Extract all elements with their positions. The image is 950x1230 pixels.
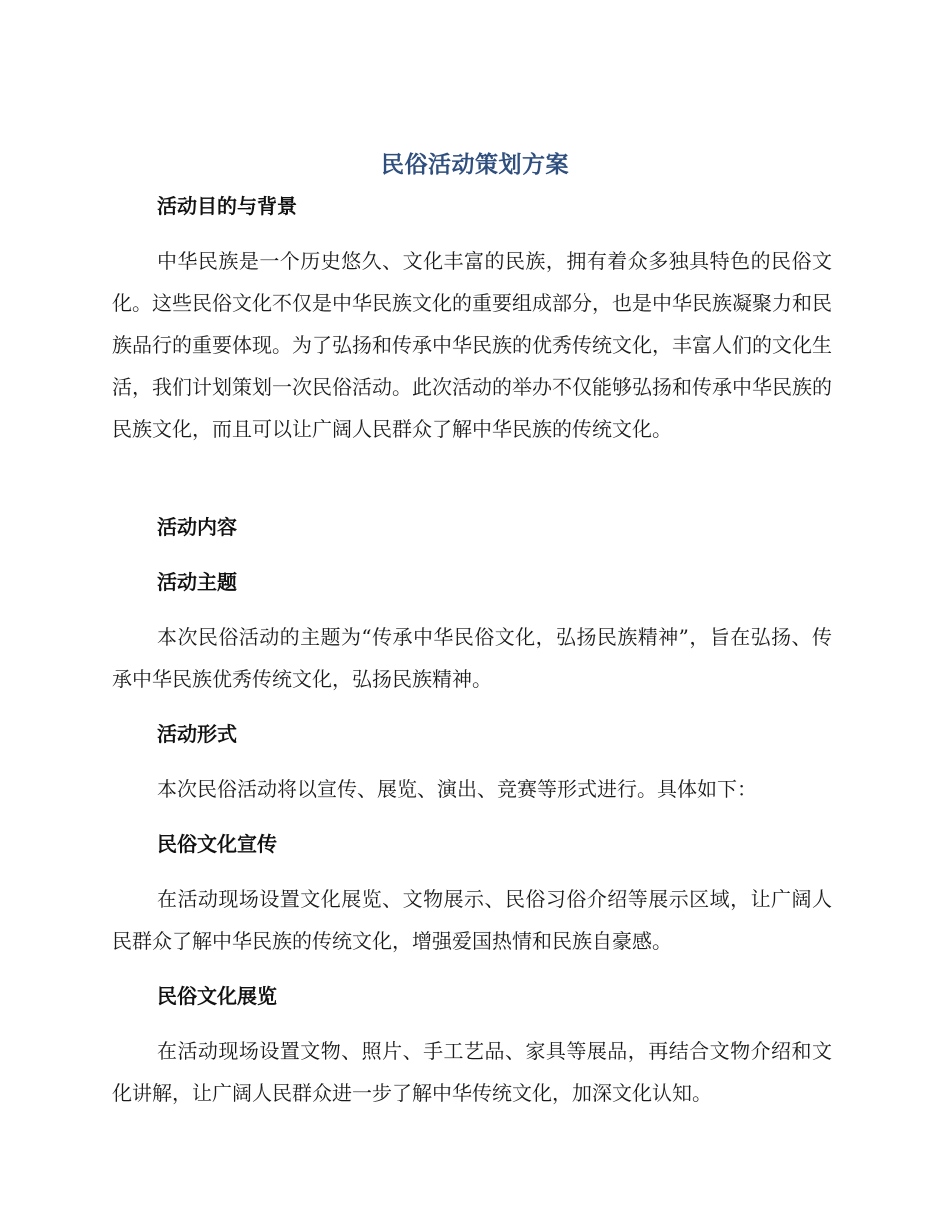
section-heading-content: 活动内容 — [157, 515, 237, 539]
paragraph-exhibition: 在活动现场设置文物、照片、手工艺品、家具等展品，再结合文物介绍和文化讲解，让广阔人民群众进一步了解中华传统文化，加深文化认知。 — [112, 1039, 832, 1105]
paragraph-background: 中华民族是一个历史悠久、文化丰富的民族，拥有着众多独具特色的民俗文化。这些民俗文化不仅是中华民族文化的重要组成部分，也是中华民族凝聚力和民族品行的重要体现。为了弘扬和传承中华民族的优秀传统文化，丰富人们的文化生活，我们计划策划一次民俗活动。此次活动的举办不仅能够弘扬和传承中华民族的民族文化，而且可以让广阔人民群众了解中华民族的传统文化。 — [112, 249, 832, 441]
section-heading-theme: 活动主题 — [157, 570, 237, 594]
paragraph-promotion: 在活动现场设置文化展览、文物展示、民俗习俗介绍等展示区域，让广阔人民群众了解中华民族的传统文化，增强爱国热情和民族自豪感。 — [112, 887, 832, 953]
paragraph-theme: 本次民俗活动的主题为“传承中华民俗文化，弘扬民族精神”，旨在弘扬、传承中华民族优秀传统文化，弘扬民族精神。 — [112, 625, 832, 691]
section-heading-purpose: 活动目的与背景 — [157, 194, 297, 218]
paragraph-form: 本次民俗活动将以宣传、展览、演出、竞赛等形式进行。具体如下： — [157, 777, 757, 801]
section-heading-form: 活动形式 — [157, 722, 237, 746]
section-heading-promotion: 民俗文化宣传 — [157, 832, 277, 856]
section-heading-exhibition: 民俗文化展览 — [157, 984, 277, 1008]
document-title: 民俗活动策划方案 — [381, 152, 569, 178]
